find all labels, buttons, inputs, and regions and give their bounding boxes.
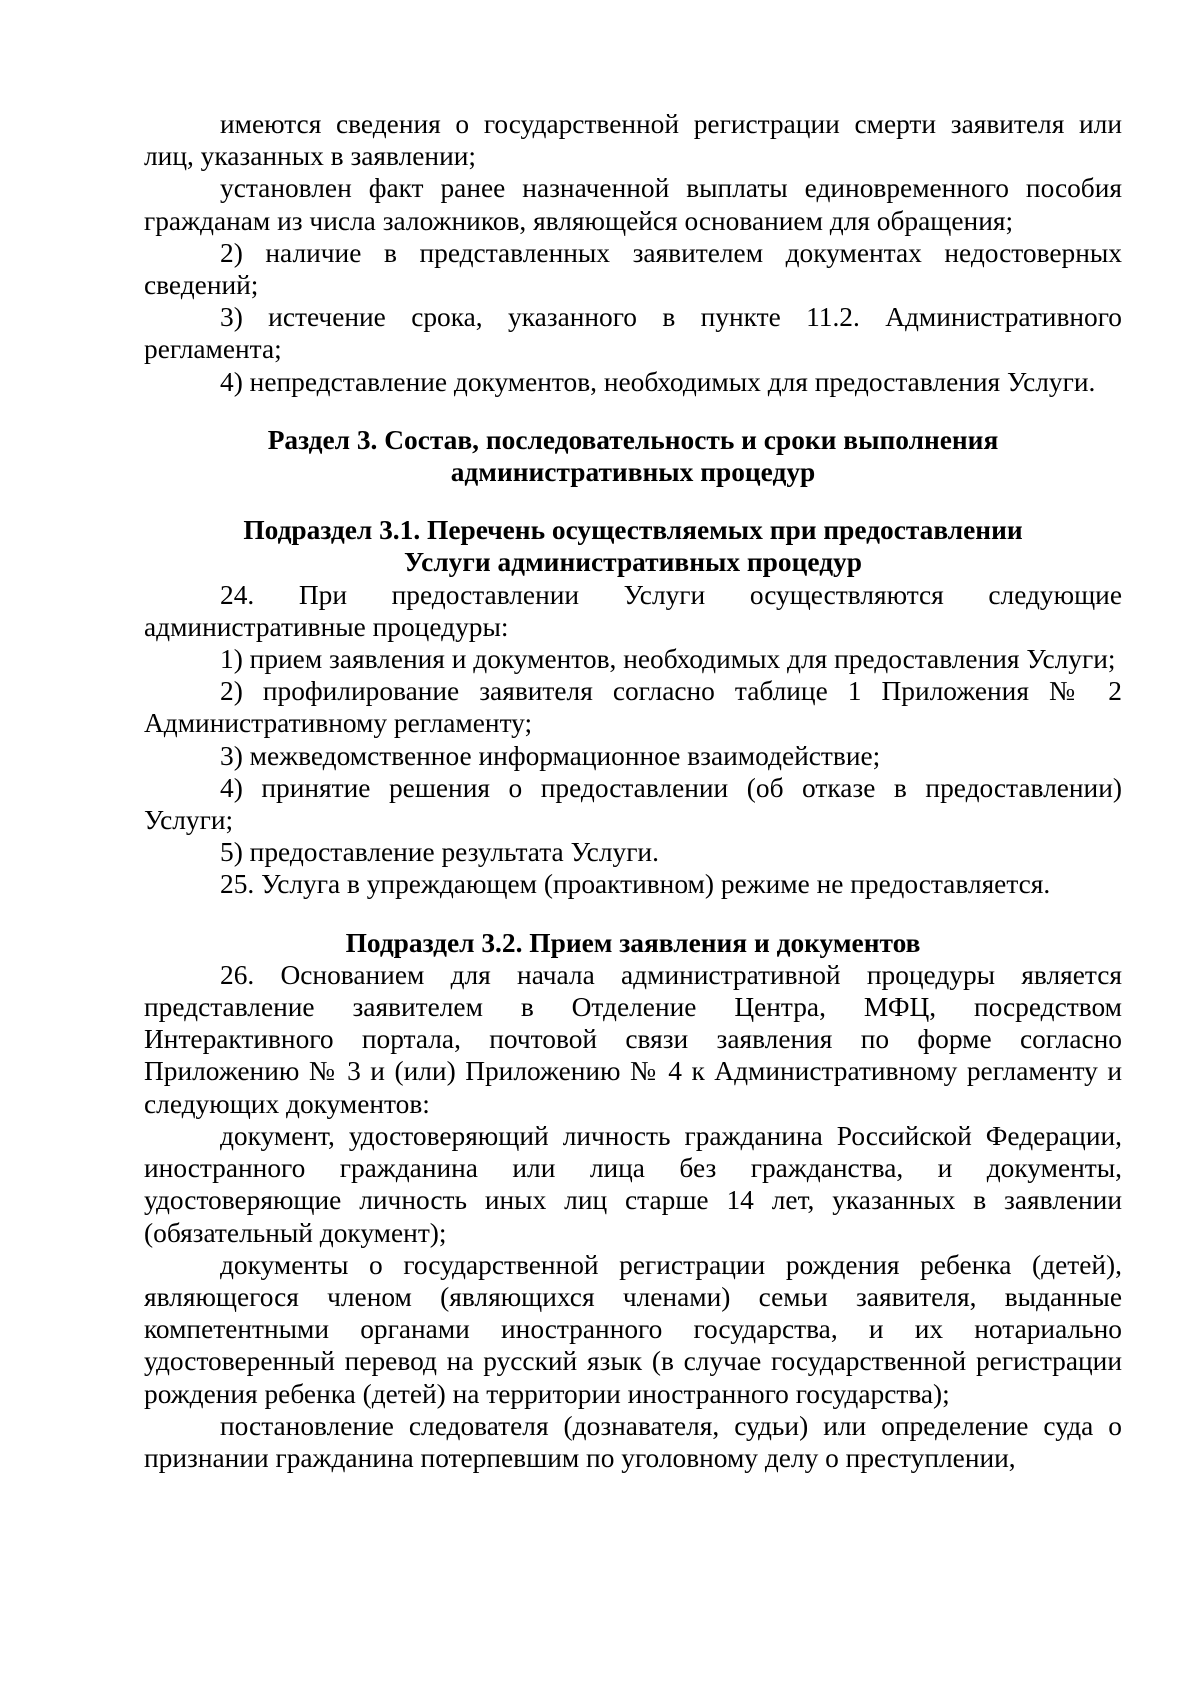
document-page xyxy=(144,108,1122,1474)
paragraph: 4) принятие решения о предоставлении (об отказе в предоставлении) Услуги; xyxy=(144,772,1122,836)
paragraph: 4) непредставление документов, необходимых для предоставления Услуги. xyxy=(220,366,1096,397)
paragraph: 26. Основанием для начала административной процедуры является представление заявителем в Отделение Центра, МФЦ, посредством Интерактивного портала, почтовой связи заявления по форме согласно Приложению № 3 и (или) Приложению № 4 к Административному регламенту и следующих документов: xyxy=(144,959,1122,1119)
paragraph: документы о государственной регистрации рождения ребенка (детей), являющегося членом (являющихся членами) семьи заявителя, выданные компетентными органами иностранного государства, и их нотариально удостоверенный перевод на русский язык (в случае государственной регистрации рождения ребенка (детей) на территории иностранного государства); xyxy=(144,1249,1122,1409)
section-3-heading-line2: административных процедур xyxy=(450,457,816,488)
spacer xyxy=(144,901,1122,927)
paragraph: 2) профилирование заявителя согласно таблице 1 Приложения № 2 Административному регламенту; xyxy=(144,676,1122,739)
subsection-3-1-heading xyxy=(144,514,1122,578)
paragraph: 5) предоставление результата Услуги. xyxy=(220,837,659,868)
paragraph: постановление следователя (дознавателя, судьи) или определение суда о признании гражданина потерпевшим по уголовному делу о преступлении, xyxy=(144,1410,1122,1473)
paragraph: 1) прием заявления и документов, необходимых для предоставления Услуги; xyxy=(220,644,1116,675)
paragraph: 24. При предоставлении Услуги осуществляются следующие административные процедуры: xyxy=(144,579,1122,642)
paragraph: установлен факт ранее назначенной выплаты единовременного пособия гражданам из числа заложников, являющейся основанием для обращения; xyxy=(144,173,1122,236)
subsection-3-1-heading-line2: Услуги административных процедур xyxy=(404,547,862,578)
paragraph: имеются сведения о государственной регистрации смерти заявителя или лиц, указанных в заявлении; xyxy=(144,109,1122,172)
subsection-3-2-heading: Подраздел 3.2. Прием заявления и документов xyxy=(345,927,921,958)
paragraph: 25. Услуга в упреждающем (проактивном) режиме не предоставляется. xyxy=(220,869,1051,900)
paragraph: 2) наличие в представленных заявителем документах недостоверных сведений; xyxy=(144,237,1122,301)
paragraph: 3) межведомственное информационное взаимодействие; xyxy=(220,740,881,771)
paragraph: документ, удостоверяющий личность гражданина Российской Федерации, иностранного гражданина или лица без гражданства, и документы, удостоверяющие личность иных лиц старше 14 лет, указанных в заявлении (обязательный документ); xyxy=(144,1120,1122,1248)
subsection-3-1-heading-line1: Подраздел 3.1. Перечень осуществляемых при предоставлении xyxy=(243,515,1023,546)
section-3-heading xyxy=(144,424,1122,488)
paragraph: 3) истечение срока, указанного в пункте 11.2. Административного регламента; xyxy=(144,302,1122,365)
section-3-heading-line1: Раздел 3. Состав, последовательность и сроки выполнения xyxy=(267,424,999,455)
